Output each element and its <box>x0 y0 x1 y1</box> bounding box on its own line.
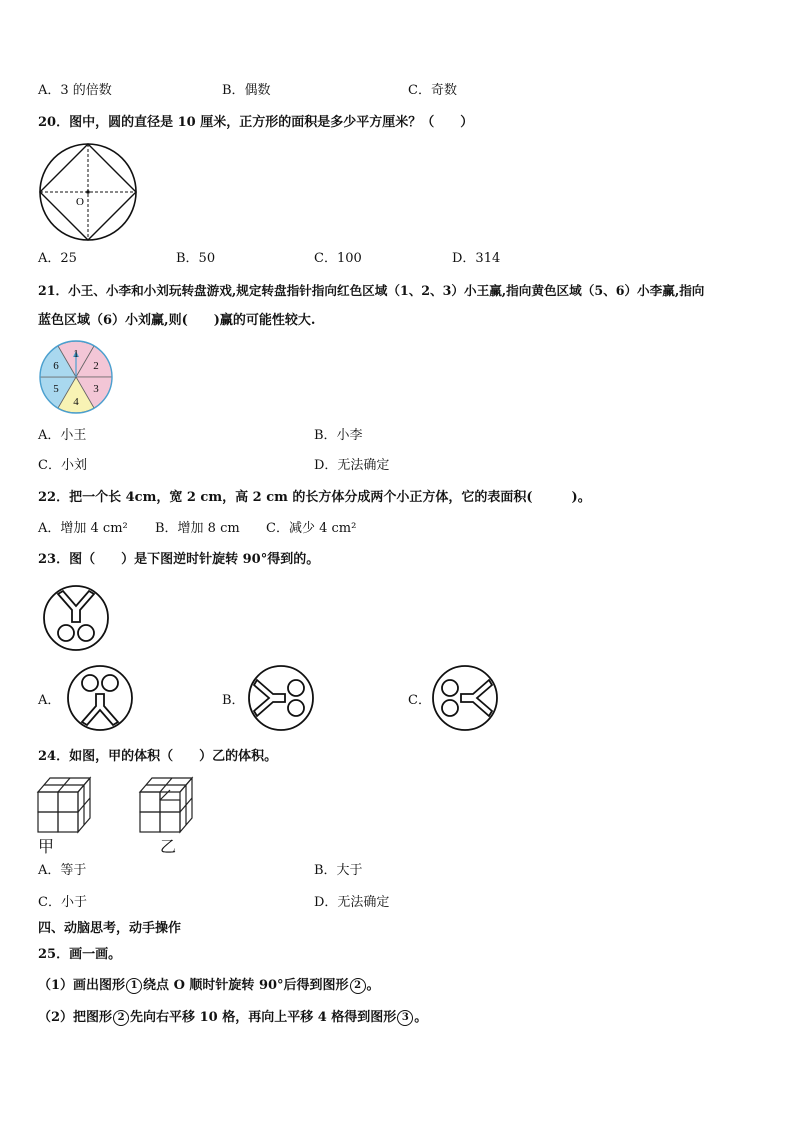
circle-square-figure <box>38 142 140 244</box>
question-22-stem: 22．把一个长 4cm，宽 2 cm，高 2 cm 的长方体分成两个小正方体，它的表面积( )。 <box>38 490 591 505</box>
option-b[interactable]: B．偶数 <box>222 83 271 98</box>
sector-label: 2 <box>93 360 99 372</box>
option-d[interactable]: D．314 <box>452 251 501 266</box>
sub2-text-mid: 先向右平移 10 格，再向上平移 4 格得到图形 <box>130 1010 397 1025</box>
circled-number: 2 <box>350 978 366 994</box>
option-a[interactable]: A． <box>38 693 61 708</box>
spinner-figure <box>38 340 116 414</box>
option-d[interactable]: D．无法确定 <box>314 458 390 473</box>
option-a[interactable]: A．3 的倍数 <box>38 83 112 98</box>
question-25-sub1 <box>38 977 380 995</box>
option-b-figure[interactable] <box>247 664 315 732</box>
sub1-text-end: 。 <box>366 978 380 993</box>
sub2-text-end: 。 <box>414 1010 428 1025</box>
option-c[interactable]: C．小于 <box>38 895 87 910</box>
question-23-stem: 23．图（ ）是下图逆时针旋转 90°得到的。 <box>38 552 320 567</box>
sector-label: 6 <box>53 360 59 372</box>
option-c-figure[interactable] <box>431 664 499 732</box>
option-c[interactable]: C．减少 4 cm² <box>266 521 357 536</box>
circled-number: 3 <box>397 1010 413 1026</box>
question-20-stem: 20．图中，圆的直径是 10 厘米，正方形的面积是多少平方厘米？（ ） <box>38 115 474 130</box>
sector-label: 3 <box>93 383 99 395</box>
rotation-original-figure <box>42 584 110 652</box>
option-a[interactable]: A．增加 4 cm² <box>38 521 128 536</box>
option-a[interactable]: A．等于 <box>38 863 87 878</box>
option-c[interactable]: C． <box>408 693 431 708</box>
center-label: O <box>76 196 84 208</box>
section-title: 四、动脑思考，动手操作 <box>38 921 182 936</box>
option-b[interactable]: B． <box>222 693 245 708</box>
question-25-sub2 <box>38 1009 427 1027</box>
option-c[interactable]: C．小刘 <box>38 458 87 473</box>
sub2-text-before: （2）把图形 <box>38 1010 113 1025</box>
figure-label-yi: 乙 <box>160 837 177 856</box>
sub1-text-before: （1）画出图形 <box>38 978 126 993</box>
question-21-stem-line1: 21．小王、小李和小刘玩转盘游戏,规定转盘指针指向红色区域（1、2、3）小王赢,指向黄色区域（5、6）小李赢,指向 <box>38 283 705 298</box>
sector-label: 4 <box>73 396 79 408</box>
option-a-figure[interactable] <box>66 664 134 732</box>
cube-figure-jia <box>36 772 106 836</box>
option-a[interactable]: A．25 <box>38 251 77 266</box>
option-b[interactable]: B．50 <box>176 251 216 266</box>
option-d[interactable]: D．无法确定 <box>314 895 390 910</box>
option-b[interactable]: B．小李 <box>314 428 363 443</box>
circled-number: 2 <box>113 1010 129 1026</box>
cube-figure-yi <box>138 772 208 836</box>
question-21-stem-line2: 蓝色区域（6）小刘赢,则( )赢的可能性较大. <box>38 313 316 328</box>
option-c[interactable]: C．奇数 <box>408 83 457 98</box>
question-24-stem: 24．如图，甲的体积（ ）乙的体积。 <box>38 749 278 764</box>
question-25-stem: 25．画一画。 <box>38 947 122 962</box>
option-c[interactable]: C．100 <box>314 251 362 266</box>
sector-label: 5 <box>53 383 59 395</box>
sector-label: 1 <box>73 348 79 360</box>
option-b[interactable]: B．大于 <box>314 863 363 878</box>
figure-label-jia: 甲 <box>38 837 55 856</box>
option-b[interactable]: B．增加 8 cm <box>155 521 240 536</box>
sub1-text-mid: 绕点 O 顺时针旋转 90°后得到图形 <box>143 978 349 993</box>
circled-number: 1 <box>126 978 142 994</box>
option-a[interactable]: A．小王 <box>38 428 87 443</box>
